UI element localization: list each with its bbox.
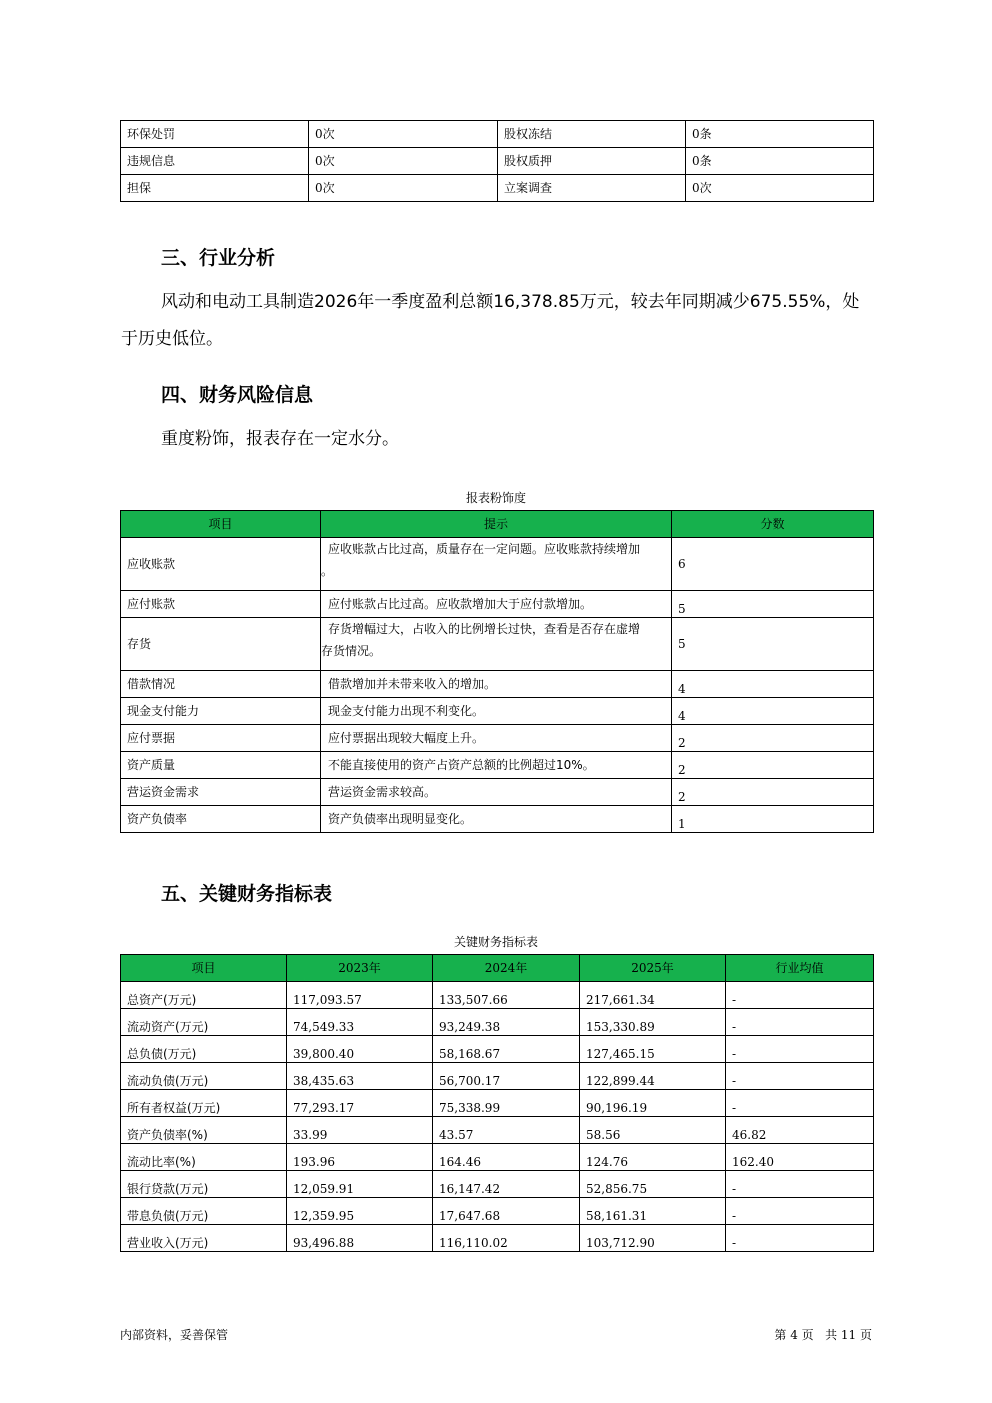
risk-score: 5	[672, 591, 874, 618]
section5-title: 五、关键财务指标表	[161, 883, 333, 905]
risk-score: 5	[672, 618, 874, 671]
summary-label: 立案调查	[498, 175, 686, 202]
risk-tip-line1: 应付票据出现较大幅度上升。	[328, 730, 485, 745]
risk-tip-line1: 存货增幅过大，占收入的比例增长过快，查看是否存在虚增	[328, 622, 641, 636]
risk-score: 4	[672, 698, 874, 725]
kpi-header-2024: 2024年	[433, 955, 580, 982]
kpi-item: 资产负债率(%)	[121, 1117, 287, 1144]
kpi-value: 16,147.42	[433, 1171, 580, 1198]
risk-tip-line1: 借款增加并未带来收入的增加。	[328, 676, 497, 691]
kpi-value: 93,496.88	[287, 1225, 433, 1252]
kpi-value: 39,800.40	[287, 1036, 433, 1063]
risk-tip-line1: 不能直接使用的资产占资产总额的比例超过10%。	[328, 757, 595, 772]
kpi-row	[121, 1171, 874, 1198]
kpi-item: 营业收入(万元)	[121, 1225, 287, 1252]
kpi-value: -	[726, 1063, 874, 1090]
risk-summary-row	[121, 121, 874, 148]
kpi-value: 122,899.44	[580, 1063, 726, 1090]
kpi-value: -	[726, 982, 874, 1009]
kpi-header-2025: 2025年	[580, 955, 726, 982]
risk-row	[121, 538, 874, 591]
risk-table-body	[121, 538, 874, 833]
risk-tip	[321, 618, 672, 671]
kpi-value: 12,359.95	[287, 1198, 433, 1225]
risk-row	[121, 725, 874, 752]
kpi-value: 58,168.67	[433, 1036, 580, 1063]
kpi-value: -	[726, 1009, 874, 1036]
risk-table-caption: 报表粉饰度	[465, 491, 526, 505]
kpi-row	[121, 1063, 874, 1090]
kpi-item: 银行贷款(万元)	[121, 1171, 287, 1198]
kpi-item: 总资产(万元)	[121, 982, 287, 1009]
kpi-header-industry-avg: 行业均值	[726, 955, 874, 982]
kpi-value: 217,661.34	[580, 982, 726, 1009]
summary-value: 0次	[309, 175, 498, 202]
kpi-value: 116,110.02	[433, 1225, 580, 1252]
summary-label: 环保处罚	[121, 121, 309, 148]
kpi-value: -	[726, 1036, 874, 1063]
kpi-value: 162.40	[726, 1144, 874, 1171]
risk-item: 应收账款	[121, 538, 321, 591]
kpi-value: -	[726, 1171, 874, 1198]
risk-item: 应付账款	[121, 591, 321, 618]
kpi-table-caption: 关键财务指标表	[453, 935, 538, 949]
kpi-value: 38,435.63	[287, 1063, 433, 1090]
kpi-row	[121, 1144, 874, 1171]
section3-line2: 于历史低位。	[121, 329, 223, 349]
risk-summary-row	[121, 148, 874, 175]
kpi-value: 127,465.15	[580, 1036, 726, 1063]
risk-item: 应付票据	[121, 725, 321, 752]
risk-summary-row	[121, 175, 874, 202]
risk-tip-line1: 应付账款占比过高。应收款增加大于应付款增加。	[328, 596, 593, 611]
kpi-row	[121, 1090, 874, 1117]
kpi-item: 带息负债(万元)	[121, 1198, 287, 1225]
risk-item: 营运资金需求	[121, 779, 321, 806]
kpi-item: 流动负债(万元)	[121, 1063, 287, 1090]
kpi-value: 75,338.99	[433, 1090, 580, 1117]
kpi-value: 77,293.17	[287, 1090, 433, 1117]
risk-header-score: 分数	[672, 511, 874, 538]
kpi-value: 90,196.19	[580, 1090, 726, 1117]
risk-header-tip: 提示	[321, 511, 672, 538]
risk-tip	[321, 752, 672, 779]
footer-confidential: 内部资料，妥善保管	[120, 1328, 229, 1342]
kpi-table-body	[121, 982, 874, 1252]
kpi-value: 56,700.17	[433, 1063, 580, 1090]
risk-item: 存货	[121, 618, 321, 671]
risk-score: 4	[672, 671, 874, 698]
summary-label: 股权质押	[498, 148, 686, 175]
kpi-value: 93,249.38	[433, 1009, 580, 1036]
risk-item: 资产质量	[121, 752, 321, 779]
kpi-value: 43.57	[433, 1117, 580, 1144]
kpi-item: 流动资产(万元)	[121, 1009, 287, 1036]
kpi-header-2023: 2023年	[287, 955, 433, 982]
kpi-item: 总负债(万元)	[121, 1036, 287, 1063]
risk-tip	[321, 698, 672, 725]
summary-label: 违规信息	[121, 148, 309, 175]
kpi-row	[121, 1117, 874, 1144]
kpi-row	[121, 982, 874, 1009]
kpi-row	[121, 1198, 874, 1225]
kpi-value: 193.96	[287, 1144, 433, 1171]
risk-item: 现金支付能力	[121, 698, 321, 725]
section3-title: 三、行业分析	[161, 247, 276, 269]
risk-tip	[321, 671, 672, 698]
kpi-value: 52,856.75	[580, 1171, 726, 1198]
risk-tip	[321, 806, 672, 833]
risk-row	[121, 806, 874, 833]
risk-score: 2	[672, 725, 874, 752]
kpi-item: 所有者权益(万元)	[121, 1090, 287, 1117]
risk-row	[121, 752, 874, 779]
risk-tip-line1: 资产负债率出现明显变化。	[328, 811, 473, 826]
footer-page-number: 第 4 页 共 11 页	[774, 1328, 872, 1342]
risk-summary-body	[121, 121, 874, 202]
risk-tip	[321, 725, 672, 752]
risk-item: 借款情况	[121, 671, 321, 698]
risk-score: 1	[672, 806, 874, 833]
risk-tip-line2: 。	[321, 564, 334, 578]
risk-score: 2	[672, 752, 874, 779]
key-financial-indicators-table	[120, 954, 874, 1252]
summary-value: 0条	[686, 148, 874, 175]
summary-value: 0次	[309, 148, 498, 175]
risk-tip	[321, 779, 672, 806]
kpi-value: 124.76	[580, 1144, 726, 1171]
kpi-row	[121, 1009, 874, 1036]
section3-line1: 风动和电动工具制造2026年一季度盈利总额16,378.85万元，较去年同期减少675.55%，处	[161, 292, 860, 312]
kpi-value: 12,059.91	[287, 1171, 433, 1198]
kpi-value: 133,507.66	[433, 982, 580, 1009]
risk-tip	[321, 591, 672, 618]
kpi-value: 33.99	[287, 1117, 433, 1144]
kpi-value: 46.82	[726, 1117, 874, 1144]
summary-value: 0条	[686, 121, 874, 148]
kpi-value: 103,712.90	[580, 1225, 726, 1252]
summary-label: 股权冻结	[498, 121, 686, 148]
risk-tip-line1: 营运资金需求较高。	[328, 784, 437, 799]
financial-risk-table	[120, 510, 874, 833]
risk-tip-line2: 存货情况。	[321, 644, 382, 658]
kpi-value: 164.46	[433, 1144, 580, 1171]
kpi-value: -	[726, 1090, 874, 1117]
risk-row	[121, 779, 874, 806]
kpi-value: -	[726, 1198, 874, 1225]
risk-tip	[321, 538, 672, 591]
kpi-row	[121, 1036, 874, 1063]
risk-score: 6	[672, 538, 874, 591]
risk-row	[121, 591, 874, 618]
kpi-value: 17,647.68	[433, 1198, 580, 1225]
risk-row	[121, 618, 874, 671]
summary-label: 担保	[121, 175, 309, 202]
risk-tip-line1: 现金支付能力出现不利变化。	[328, 703, 485, 718]
kpi-item: 流动比率(%)	[121, 1144, 287, 1171]
risk-tip-line1: 应收账款占比过高，质量存在一定问题。应收账款持续增加	[328, 542, 641, 556]
summary-value: 0次	[309, 121, 498, 148]
kpi-value: -	[726, 1225, 874, 1252]
kpi-value: 153,330.89	[580, 1009, 726, 1036]
kpi-value: 58.56	[580, 1117, 726, 1144]
kpi-value: 74,549.33	[287, 1009, 433, 1036]
risk-row	[121, 698, 874, 725]
kpi-value: 58,161.31	[580, 1198, 726, 1225]
risk-score: 2	[672, 779, 874, 806]
risk-summary-table	[120, 120, 874, 202]
risk-row	[121, 671, 874, 698]
section4-title: 四、财务风险信息	[161, 384, 314, 406]
risk-item: 资产负债率	[121, 806, 321, 833]
risk-header-item: 项目	[121, 511, 321, 538]
kpi-value: 117,093.57	[287, 982, 433, 1009]
kpi-row	[121, 1225, 874, 1252]
kpi-header-item: 项目	[121, 955, 287, 982]
summary-value: 0次	[686, 175, 874, 202]
section4-text: 重度粉饰，报表存在一定水分。	[161, 429, 399, 449]
